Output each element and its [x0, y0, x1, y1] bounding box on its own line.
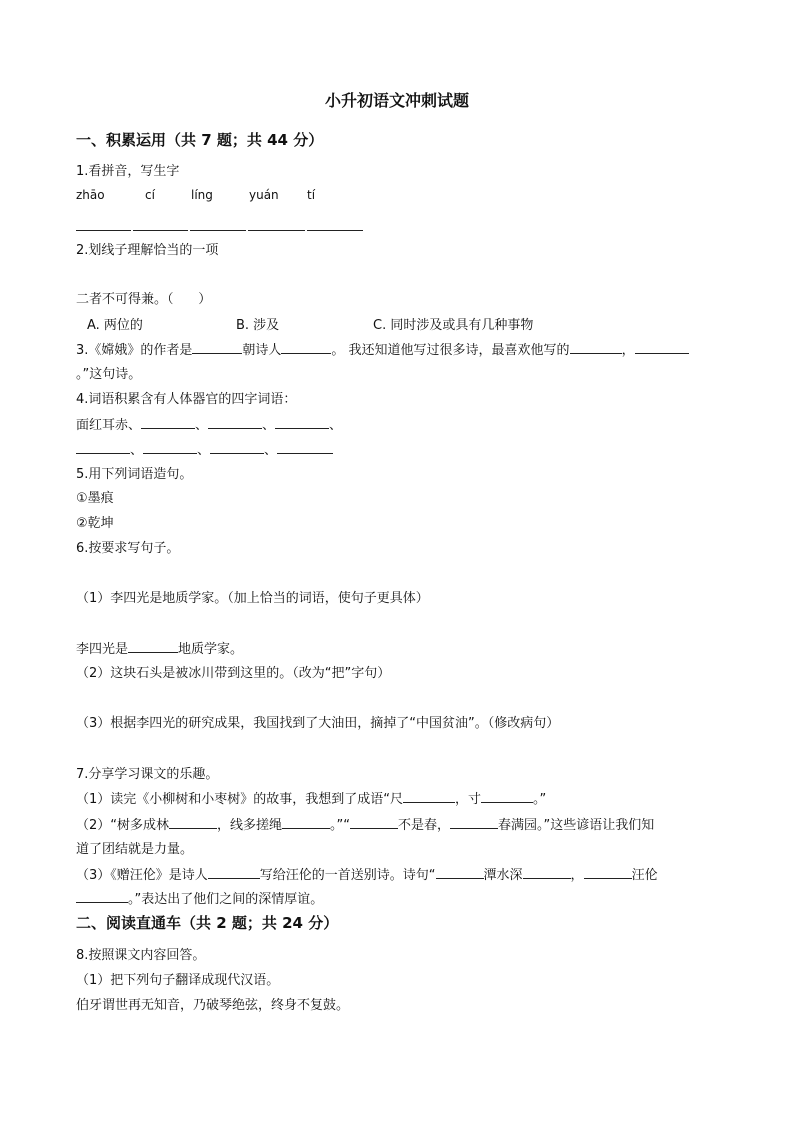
question-7-stem: 7.分享学习课文的乐趣。 — [76, 767, 219, 782]
question-5-stem: 5.用下列词语造句。 — [76, 467, 193, 482]
question-7-sub-3-cont: 。”表达出了他们之间的深情厚谊。 — [76, 890, 323, 909]
question-6-sub-1: （1）李四光是地质学家。（加上恰当的词语，使句子更具体） — [76, 591, 429, 606]
question-7-sub-3: （3）《赠汪伦》是诗人 写给汪伦的一首送别诗。诗句“ 潭水深 ， 汪伦 — [76, 868, 658, 883]
question-8-sub-1: （1）把下列句子翻译成现代汉语。 — [76, 973, 280, 988]
question-5-item-1: ①墨痕 — [76, 491, 114, 506]
question-4-line-1: 面红耳赤、 、 、 、 — [76, 418, 343, 433]
pinyin-1: zhāo — [76, 188, 105, 202]
option-a: A. 两位的 — [87, 318, 143, 333]
question-6-sub-2: （2）这块石头是被冰川带到这里的。（改为“把”字句） — [76, 666, 391, 681]
option-b: B. 涉及 — [236, 318, 280, 333]
question-8-text: 伯牙谓世再无知音，乃破琴绝弦，终身不复鼓。 — [76, 998, 350, 1013]
question-7-sub-2: （2）“树多成林 ，线多搓绳 。”“ 不是春， 春满园。”这些谚语让我们知 — [76, 818, 655, 833]
answer-line — [307, 230, 363, 231]
question-6-sub-3: （3）根据李四光的研究成果，我国找到了大油田，摘掉了“中国贫油”。（修改病句） — [76, 716, 560, 731]
answer-line — [76, 230, 131, 231]
section-heading-2: 二、阅读直通车（共 2 题；共 24 分） — [76, 914, 339, 932]
pinyin-5: tí — [307, 188, 316, 202]
question-6-stem: 6.按要求写句子。 — [76, 541, 180, 556]
question-1-stem: 1.看拼音，写生字 — [76, 164, 180, 179]
question-3-line-2: 。”这句诗。 — [76, 367, 142, 382]
question-7-sub-1: （1）读完《小柳树和小枣树》的故事，我想到了成语“尺 ，寸 。” — [76, 792, 547, 807]
pinyin-4: yuán — [249, 188, 279, 202]
answer-line — [133, 230, 188, 231]
question-8-stem: 8.按照课文内容回答。 — [76, 948, 206, 963]
question-3-line-1: 3.《嫦娥》的作者是 朝诗人 。 我还知道他写过很多诗，最喜欢他写的 ， — [76, 341, 689, 360]
question-6-sub-1-answer: 李四光是 地质学家。 — [76, 642, 244, 657]
question-4-stem: 4.词语积累含有人体器官的四字词语： — [76, 392, 297, 407]
question-7-sub-2-cont: 道了团结就是力量。 — [76, 842, 194, 857]
pinyin-3: líng — [191, 188, 213, 202]
question-4-line-2: 、 、 、 — [76, 441, 333, 460]
page-title: 小升初语文冲刺试题 — [324, 91, 469, 110]
question-2-sentence: 二者不可得兼。（ ） — [76, 292, 212, 307]
question-2-stem: 2.划线子理解恰当的一项 — [76, 243, 219, 258]
answer-line — [248, 230, 305, 231]
section-heading-1: 一、积累运用（共 7 题；共 44 分） — [76, 131, 324, 149]
question-5-item-2: ②乾坤 — [76, 516, 114, 531]
answer-line — [190, 230, 246, 231]
pinyin-2: cí — [145, 188, 155, 202]
option-c: C. 同时涉及或具有几种事物 — [373, 318, 534, 333]
